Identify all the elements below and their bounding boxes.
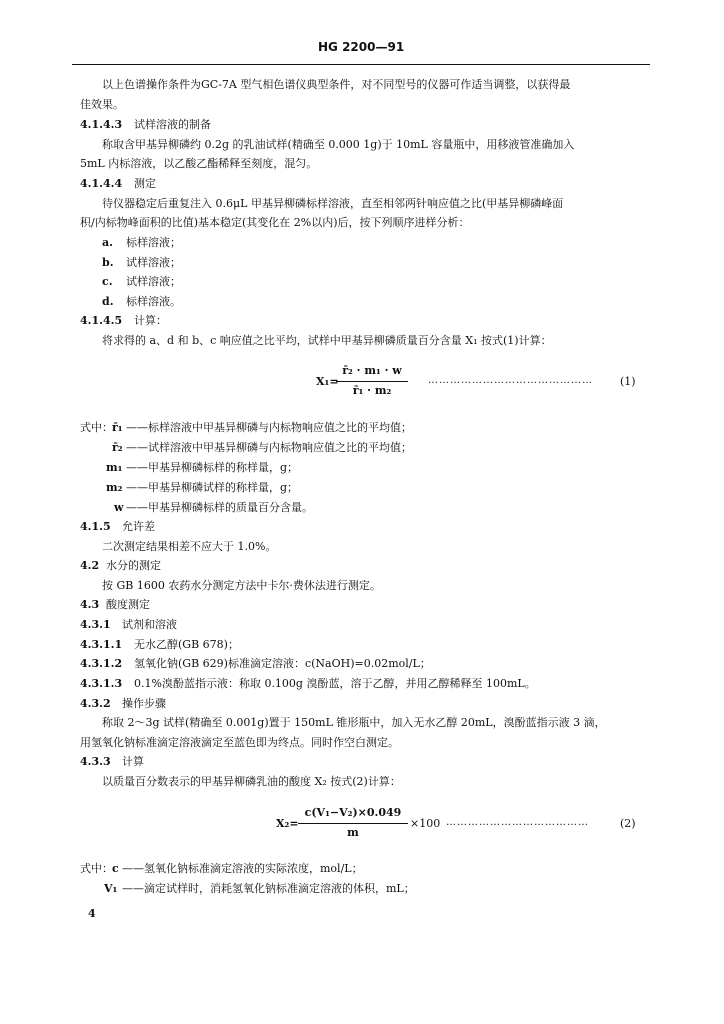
formula1-lhs: X₁= <box>316 375 339 388</box>
section-number: 4.3.1.1 <box>80 638 123 651</box>
section-title: 允许差 <box>122 520 155 533</box>
standard-code: HG 2200—91 <box>318 40 405 54</box>
symbol-definition: ——试样溶液中甲基异柳磷与内标物响应值之比的平均值； <box>126 441 412 454</box>
section-number: 4.1.5 <box>80 520 111 533</box>
list-label: b. <box>102 256 114 269</box>
paragraph-line: 积/内标物峰面积的比值)基本稳定(其变化在 2%以内)后，按下列顺序进样分析： <box>80 216 470 229</box>
formula2-label: (2) <box>620 817 636 830</box>
section-number: 4.3.1.3 <box>80 677 123 690</box>
paragraph-line: 以上色谱操作条件为GC-7A 型气相色谱仪典型条件，对不同型号的仪器可作适当调整，以获得最 <box>102 78 571 91</box>
list-item: 标样溶液； <box>126 236 181 249</box>
section-title: 计算 <box>122 755 144 768</box>
paragraph-line: 称取 2～3g 试样(精确至 0.001g)置于 150mL 锥形瓶中，加入无水乙醇 20mL，溴酚蓝指示液 3 滴， <box>102 716 606 729</box>
formula2-tail: ×100 <box>410 817 441 830</box>
formula2-numerator: c(V₁−V₂)×0.049 <box>304 806 402 819</box>
where-prefix: 式中： <box>80 862 113 875</box>
symbol: w <box>114 501 124 514</box>
page-number: 4 <box>88 907 96 920</box>
symbol: r̄₁ <box>112 421 123 434</box>
section-number: 4.1.4.3 <box>80 118 123 131</box>
paragraph-line: 二次测定结果相差不应大于 1.0%。 <box>102 540 277 553</box>
list-item: 标样溶液。 <box>126 295 181 308</box>
paragraph-line: 佳效果。 <box>80 98 124 111</box>
formula1-fraction-bar <box>336 381 408 382</box>
symbol-definition: ——甲基异柳磷标样的质量百分含量。 <box>126 501 313 514</box>
section-title: 操作步骤 <box>122 697 166 710</box>
symbol-definition: ——滴定试样时，消耗氢氧化钠标准滴定溶液的体积，mL； <box>122 882 415 895</box>
paragraph-line: 以质量百分数表示的甲基异柳磷乳油的酸度 X₂ 按式(2)计算： <box>102 775 401 788</box>
section-number: 4.3.1.2 <box>80 657 123 670</box>
symbol-definition: ——甲基异柳磷试样的称样量，g； <box>126 481 299 494</box>
section-number: 4.3.3 <box>80 755 111 768</box>
section-title: 水分的测定 <box>106 559 161 572</box>
header-rule <box>72 64 650 65</box>
formula2-leader-dots: ………………………………… <box>446 817 589 828</box>
list-label: c. <box>102 275 113 288</box>
paragraph-line: 5mL 内标溶液，以乙酸乙酯稀释至刻度，混匀。 <box>80 157 318 170</box>
symbol: m₁ <box>106 461 123 474</box>
paragraph-line: 称取含甲基异柳磷约 0.2g 的乳油试样(精确至 0.000 1g)于 10mL 容量瓶中，用移液管准确加入 <box>102 138 575 151</box>
paragraph-line: 用氢氧化钠标准滴定溶液滴定至蓝色即为终点。同时作空白测定。 <box>80 736 399 749</box>
section-number: 4.3.2 <box>80 697 111 710</box>
paragraph-line: 待仪器稳定后重复注入 0.6μL 甲基异柳磷标样溶液，直至相邻两针响应值之比(甲基异柳磷峰面 <box>102 197 564 210</box>
clause-text: 0.1%溴酚蓝指示液：称取 0.100g 溴酚蓝，溶于乙醇，并用乙醇稀释至 100mL。 <box>134 677 536 690</box>
formula2-fraction <box>298 806 408 842</box>
formula2-denominator: m <box>347 826 359 839</box>
symbol: m₂ <box>106 481 123 494</box>
formula2-fraction-bar <box>298 823 408 824</box>
formula1-leader-dots: ……………………………………… <box>428 375 593 386</box>
section-number: 4.3.1 <box>80 618 111 631</box>
section-title: 酸度测定 <box>106 598 150 611</box>
formula2-lhs: X₂= <box>276 817 299 830</box>
section-title: 测定 <box>134 177 156 190</box>
symbol-definition: ——氢氧化钠标准滴定溶液的实际浓度，mol/L； <box>122 862 363 875</box>
section-title: 计算： <box>134 314 167 327</box>
where-prefix: 式中： <box>80 421 113 434</box>
section-number: 4.1.4.4 <box>80 177 123 190</box>
symbol: c <box>112 862 119 875</box>
symbol: r̄₂ <box>112 441 123 454</box>
list-label: d. <box>102 295 114 308</box>
symbol: V₁ <box>104 882 118 895</box>
list-item: 试样溶液； <box>126 275 181 288</box>
formula1-denominator: r̄₁ · m₂ <box>352 384 392 397</box>
section-number: 4.2 <box>80 559 100 572</box>
section-number: 4.1.4.5 <box>80 314 123 327</box>
clause-text: 氢氧化钠(GB 629)标准滴定溶液：c(NaOH)=0.02mol/L； <box>134 657 431 670</box>
section-title: 试剂和溶液 <box>122 618 177 631</box>
paragraph-line: 将求得的 a、d 和 b、c 响应值之比平均，试样中甲基异柳磷质量百分含量 X₁ 按式(1)计算： <box>102 334 552 347</box>
formula1-fraction <box>336 364 408 400</box>
section-title: 试样溶液的制备 <box>134 118 211 131</box>
list-label: a. <box>102 236 113 249</box>
list-item: 试样溶液； <box>126 256 181 269</box>
formula1-numerator: r̄₂ · m₁ · w <box>342 364 402 377</box>
clause-text: 无水乙醇(GB 678)； <box>134 638 239 651</box>
formula1-label: (1) <box>620 375 636 388</box>
paragraph-line: 按 GB 1600 农药水分测定方法中卡尔·费休法进行测定。 <box>102 579 381 592</box>
section-number: 4.3 <box>80 598 100 611</box>
symbol-definition: ——标样溶液中甲基异柳磷与内标物响应值之比的平均值； <box>126 421 412 434</box>
symbol-definition: ——甲基异柳磷标样的称样量，g； <box>126 461 299 474</box>
